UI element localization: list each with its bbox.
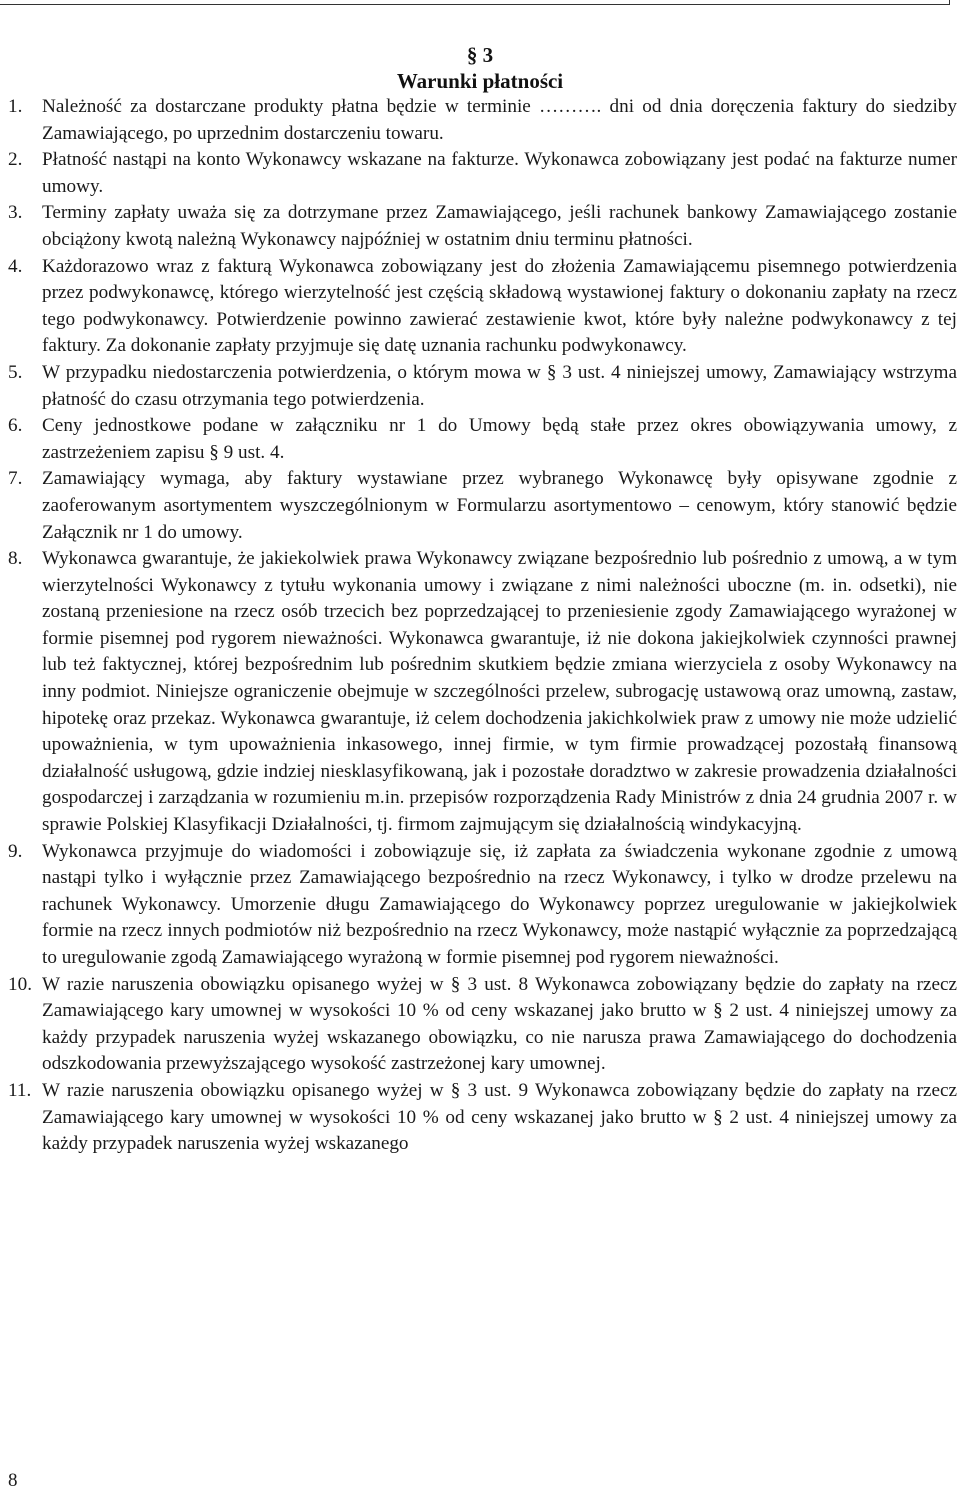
clause-text: Każdorazowo wraz z fakturą Wykonawca zobowiązany jest do złożenia Zamawiającemu pisemnego potwierdzenia przez podwykonawcę, którego wierzytelność jest częścią składową wystawionej faktury o dokonaniu zapłaty na rzecz tego podwykonawcy. Potwierdzenie powinno zawierać zestawienie kwot, które były należne podwykonawcy z tej faktury. Za dokonanie zapłaty przyjmuje się datę uznania rachunku podwykonawcy. [42,255,957,357]
clause-item [0,413,960,466]
clause-text: Terminy zapłaty uważa się za dotrzymane przez Zamawiającego, jeśli rachunek bankowy Zamawiającego zostanie obciążony kwotą należną Wykonawcy najpóźniej w ostatnim dniu terminu płatności. [42,202,957,250]
clause-item [0,200,960,253]
clause-number: 7. [8,468,23,490]
clause-list [0,94,960,1158]
clause-text: Płatność nastąpi na konto Wykonawcy wskazane na fakturze. Wykonawca zobowiązany jest podać na fakturze numer umowy. [42,149,957,197]
clause-item [0,94,960,147]
clause-number: 1. [8,96,23,117]
clause-item [0,360,960,413]
clause-number: 11. [8,1079,32,1101]
clause-number: 3. [8,202,23,224]
page-number: 8 [8,1470,18,1491]
clause-text: Należność za dostarczane produkty płatna będzie w terminie ………. dni od dnia doręczenia faktury do siedziby Zamawiającego, po uprzednim dostarczeniu towaru. [42,96,957,144]
clause-item [0,466,960,546]
document-page [0,42,960,1158]
clause-number: 5. [8,361,23,383]
clause-text: W razie naruszenia obowiązku opisanego wyżej w § 3 ust. 9 Wykonawca zobowiązany będzie do zapłaty na rzecz Zamawiającego kary umownej w wysokości 10 % od ceny wskazanej jako brutto w § 2 ust. 4 niniejszej umowy za każdy przypadek naruszenia wyżej wskazanego [42,1079,957,1155]
clause-text: Wykonawca przyjmuje do wiadomości i zobowiązuje się, iż zapłata za świadczenia wykonane zgodnie z umową nastąpi tylko i wyłącznie przez Zamawiającego bezpośrednio na rzecz Wykonawcy, i tylko w drodze przelewu na rachunek Wykonawcy. Umorzenie długu Zamawiającego do Wykonawcy poprzez uregulowanie w jakiejkolwiek formie na rzecz innych podmiotów niż bezpośrednio na rzecz Wykonawcy, może nastąpić wyłącznie za poprzedzającą to uregulowanie zgodą Zamawiającego wyrażoną w formie pisemnej pod rygorem nieważności. [42,840,957,968]
clause-number: 4. [8,255,23,277]
clause-text: Wykonawca gwarantuje, że jakiekolwiek prawa Wykonawcy związane bezpośrednio lub pośrednio z umową, a w tym wierzytelności Wykonawcy z tytułu wykonania umowy i związane z nimi należności uboczne (m. in. odsetki), nie zostaną przeniesione na rzecz osób trzecich bez poprzedzającej to przeniesienie zgody Zamawiającego wyrażonej w formie pisemnej pod rygorem nieważności. Wykonawca gwarantuje, iż nie dokona jakiejkolwiek czynności prawnej lub też faktycznej, której bezpośrednim lub pośrednim skutkiem będzie zmiana wierzyciela z osoby Wykonawcy na inny podmiot. Niniejsze ograniczenie obejmuje w szczególności przelew, subrogację ustawową oraz umowną, zastaw, hipotekę oraz przekaz. Wykonawca gwarantuje, iż celem dochodzenia jakichkolwiek praw z umowy nie może udzielić upoważnienia, w tym upoważnienia inkasowego, innej firmie, w tym firmie prowadzącej pozostałą finansową działalność usługową, gdzie indziej niesklasyfikowaną, jak i pozostałe doradztwo w zakresie prowadzenia działalności gospodarczej i zarządzania w rozumieniu m.in. przepisów rozporządzenia Rady Ministrów z dnia 24 grudnia 2007 r. w sprawie Polskiej Klasyfikacji Działalności, tj. firmom zajmującym się działalnością windykacyjną. [42,548,957,836]
clause-item [0,254,960,360]
clause-text: Zamawiający wymaga, aby faktury wystawiane przez wybranego Wykonawcę były opisywane zgodnie z zaoferowanym asortymentem wyszczególnionym w Formularzu asortymentowo – cenowym, który stanowić będzie Załącznik nr 1 do umowy. [42,468,957,543]
clause-text: Ceny jednostkowe podane w załączniku nr 1 do Umowy będą stałe przez okres obowiązywania umowy, z zastrzeżeniem zapisu § 9 ust. 4. [42,415,957,463]
clause-number: 10. [8,973,32,995]
clause-item [0,839,960,972]
section-title: Warunki płatności [396,69,564,93]
clause-text: W przypadku niedostarczenia potwierdzenia, o którym mowa w § 3 ust. 4 niniejszej umowy, Zamawiający wstrzyma płatność do czasu otrzymania tego potwierdzenia. [42,361,957,410]
clause-number: 8. [8,548,23,570]
header-rule-end [949,0,950,5]
clause-text: W razie naruszenia obowiązku opisanego wyżej w § 3 ust. 8 Wykonawca zobowiązany będzie do zapłaty na rzecz Zamawiającego kary umownej w wysokości 10 % od ceny wskazanej jako brutto w § 2 ust. 4 niniejszej umowy za każdy przypadek naruszenia wyżej wskazanego obowiązku, co nie narusza prawa Zamawiającego do dochodzenia odszkodowania przewyższającego wysokość zastrzeżonej kary umownej. [42,973,957,1075]
clause-item [0,147,960,200]
header-rule [0,4,949,5]
clause-item [0,1078,960,1158]
clause-number: 9. [8,840,23,862]
section-number: § 3 [466,43,494,67]
clause-item [0,972,960,1078]
clause-item [0,546,960,839]
clause-number: 6. [8,415,23,437]
clause-number: 2. [8,149,23,171]
